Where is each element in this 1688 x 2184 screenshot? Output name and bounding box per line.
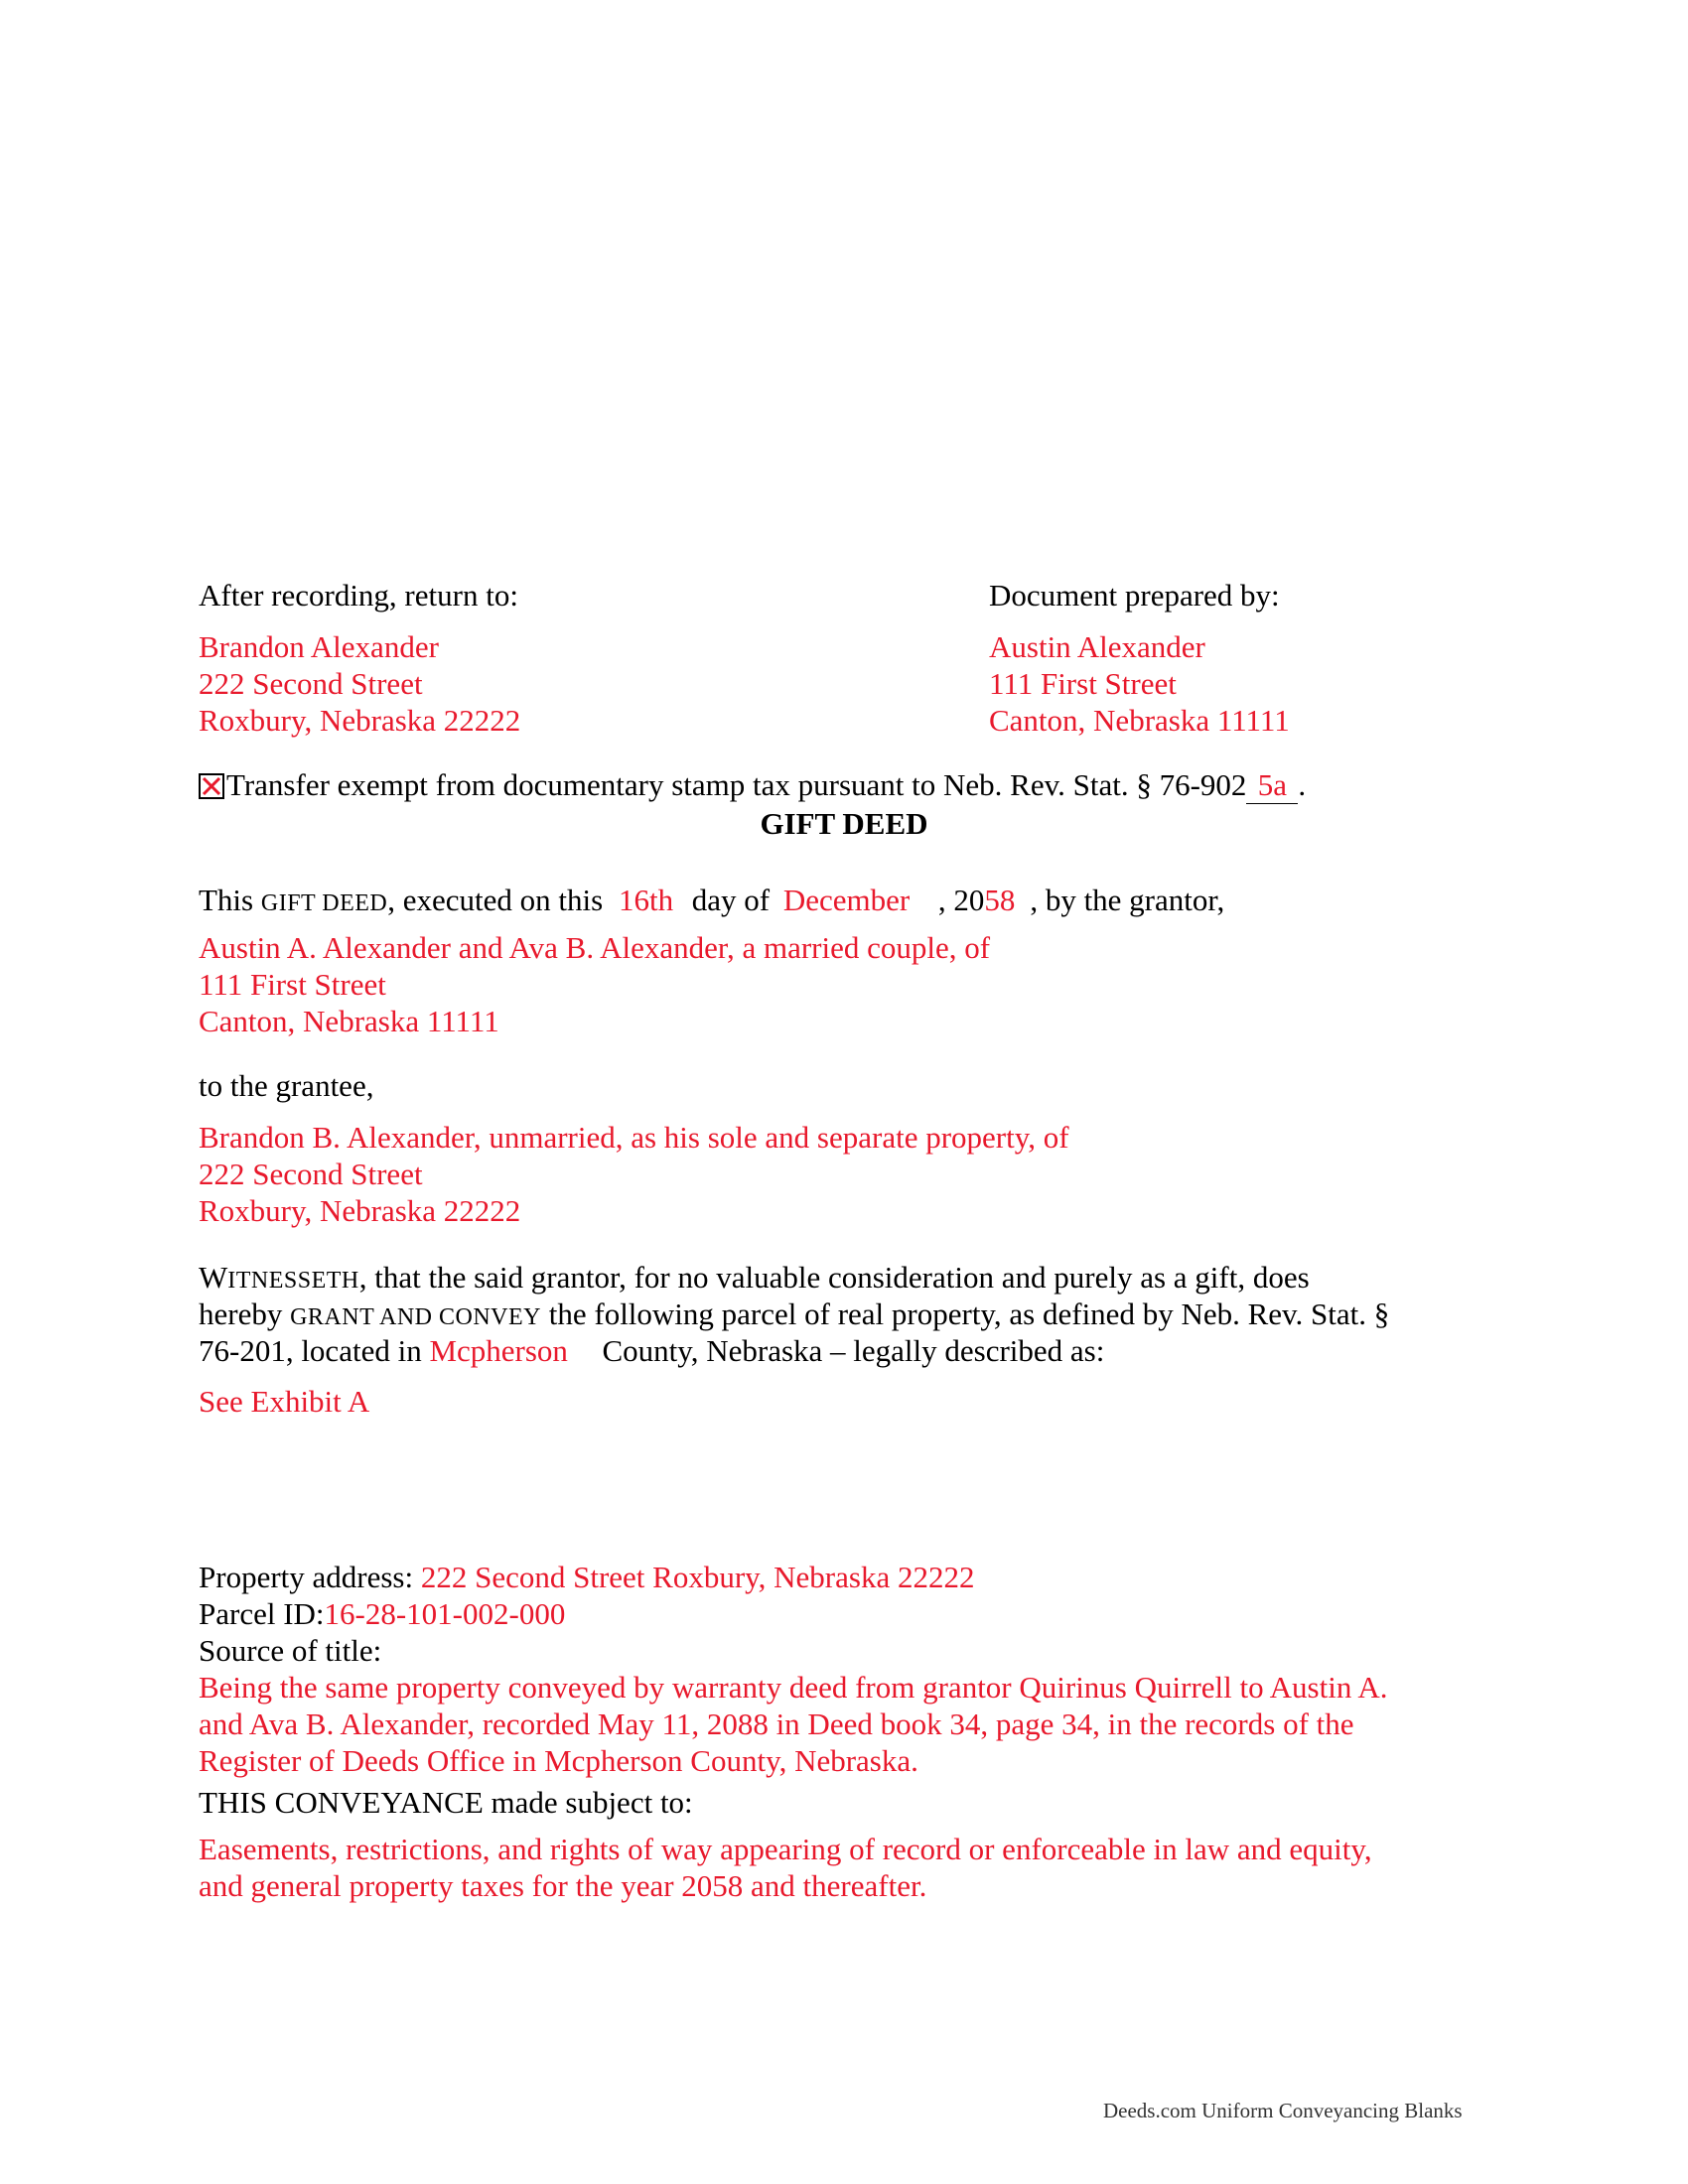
conveyance-line-1: Easements, restrictions, and rights of way appearing of record or enforceable in law and equity,	[199, 1832, 1372, 1866]
prepared-by-street: 111 First Street	[989, 666, 1177, 701]
return-to-city: Roxbury, Nebraska 22222	[199, 703, 521, 738]
conveyance-line-2: and general property taxes for the year 2058 and thereafter.	[199, 1868, 927, 1903]
witnesseth-county-rest: County, Nebraska – legally described as:	[602, 1333, 1105, 1368]
witnesseth-line-2	[199, 1297, 1389, 1332]
grantor-line-3: Canton, Nebraska 11111	[199, 1004, 499, 1038]
return-to-heading: After recording, return to:	[199, 578, 518, 613]
conveyance-label: THIS CONVEYANCE made subject to:	[199, 1785, 693, 1820]
prepared-by-name: Austin Alexander	[989, 629, 1205, 664]
grant-and-convey: GRANT AND CONVEY	[290, 1304, 541, 1330]
grantor-line-2: 111 First Street	[199, 967, 386, 1002]
return-to-street: 222 Second Street	[199, 666, 423, 701]
intro-this: This	[199, 883, 254, 917]
parcel-id-line	[199, 1596, 565, 1632]
legal-description: See Exhibit A	[199, 1384, 370, 1419]
prepared-by-city: Canton, Nebraska 11111	[989, 703, 1290, 738]
execution-year: 58	[984, 883, 1016, 917]
prepared-by-heading: Document prepared by:	[989, 578, 1280, 613]
witnesseth-initial: W	[199, 1260, 228, 1295]
document-title: GIFT DEED	[760, 806, 928, 841]
witnesseth-located: 76-201, located in	[199, 1333, 422, 1368]
witnesseth-hereby: hereby	[199, 1297, 283, 1331]
exemption-text: Transfer exempt from documentary stamp tax pursuant to Neb. Rev. Stat. § 76-902	[226, 767, 1247, 802]
intro-year-prefix: , 20	[937, 883, 985, 917]
county-name: Mcpherson	[429, 1333, 568, 1368]
exemption-line	[199, 767, 1306, 804]
to-grantee-label: to the grantee,	[199, 1068, 374, 1103]
exemption-end: .	[1298, 767, 1307, 802]
grantor-line-1: Austin A. Alexander and Ava B. Alexander, a married couple, of	[199, 930, 991, 965]
execution-day: 16th	[618, 883, 674, 917]
footer-note: Deeds.com Uniform Conveyancing Blanks	[1103, 2099, 1463, 2122]
return-to-name: Brandon Alexander	[199, 629, 439, 664]
source-of-title-line-3: Register of Deeds Office in Mcpherson County, Nebraska.	[199, 1743, 918, 1778]
execution-month: December	[782, 883, 911, 917]
witnesseth-smallcaps: ITNESSETH	[227, 1268, 359, 1294]
parcel-id-label: Parcel ID:	[199, 1596, 325, 1631]
witnesseth-rest: , that the said grantor, for no valuable consideration and purely as a gift, does	[358, 1260, 1310, 1295]
intro-deed-label: GIFT DEED	[260, 890, 388, 916]
grantee-line-3: Roxbury, Nebraska 22222	[199, 1193, 521, 1228]
intro-by-grantor: , by the grantor,	[1030, 883, 1225, 917]
source-of-title-line-1: Being the same property conveyed by warranty deed from grantor Quirinus Quirrell to Austin A.	[199, 1670, 1388, 1705]
check-x-icon	[202, 776, 221, 796]
source-of-title-label: Source of title:	[199, 1633, 382, 1668]
source-of-title-line-2: and Ava B. Alexander, recorded May 11, 2088 in Deed book 34, page 34, in the records of the	[199, 1706, 1354, 1741]
grantee-line-2: 222 Second Street	[199, 1157, 423, 1191]
parcel-id: 16-28-101-002-000	[324, 1596, 566, 1631]
witnesseth-line-3	[199, 1333, 1104, 1369]
grantee-line-1: Brandon B. Alexander, unmarried, as his sole and separate property, of	[199, 1120, 1069, 1155]
intro-line	[199, 883, 1224, 918]
intro-executed: , executed on this	[387, 883, 604, 917]
exemption-checkbox[interactable]	[199, 773, 224, 799]
intro-day-of: day of	[691, 883, 771, 917]
exemption-code: 5a	[1246, 767, 1298, 804]
witnesseth-parcel: the following parcel of real property, as defined by Neb. Rev. Stat. §	[548, 1297, 1390, 1331]
property-address-label: Property address:	[199, 1560, 414, 1594]
witnesseth-line-1	[199, 1260, 1310, 1296]
property-address-line	[199, 1560, 974, 1595]
property-address: 222 Second Street Roxbury, Nebraska 22222	[420, 1560, 975, 1594]
